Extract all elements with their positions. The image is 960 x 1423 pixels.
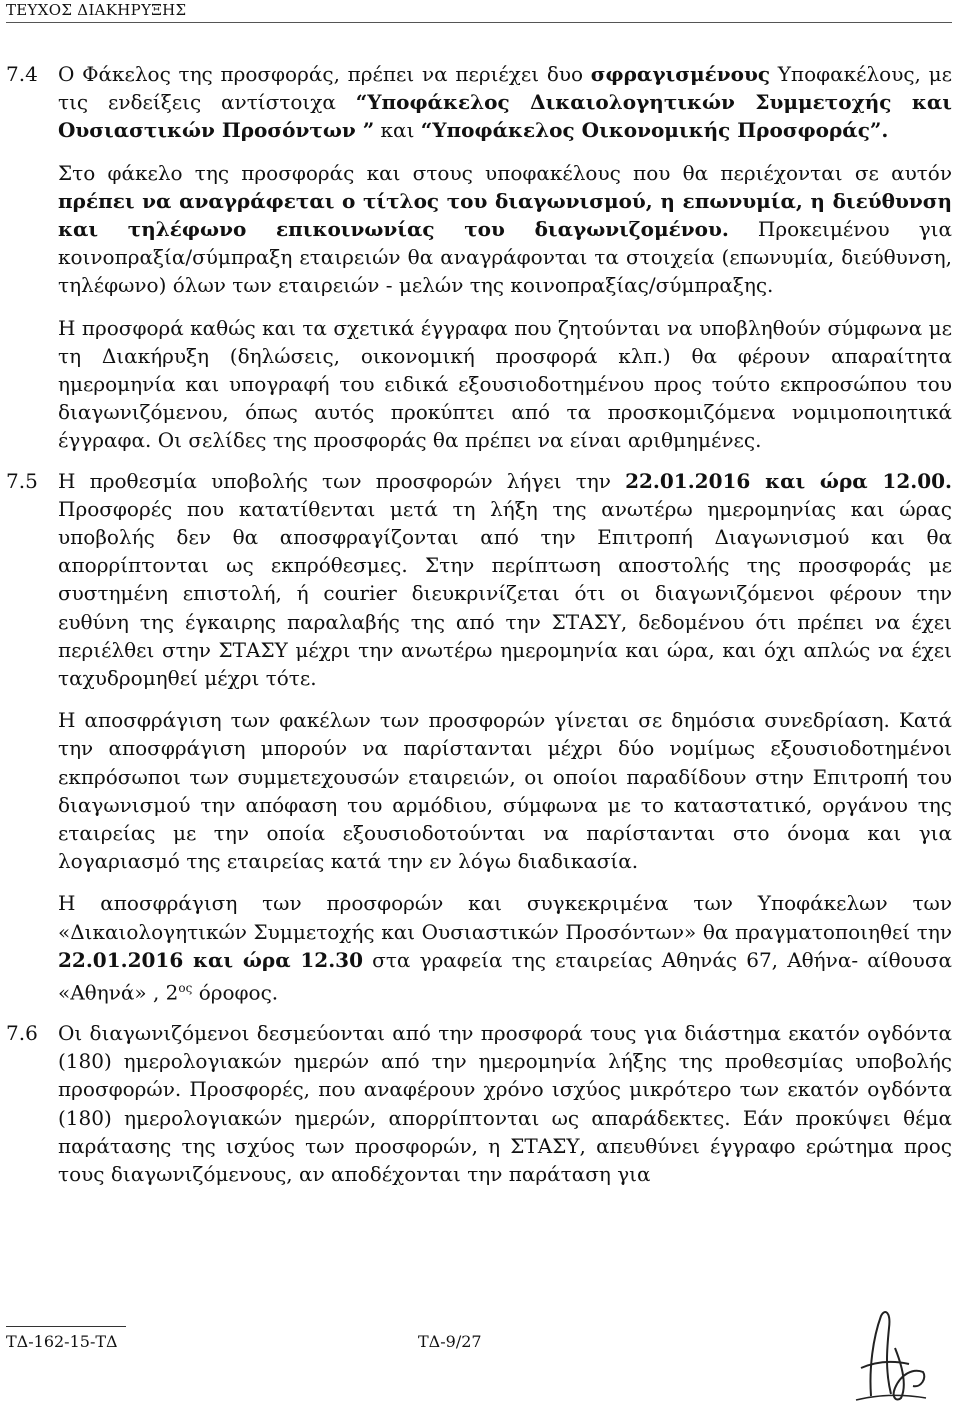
bold-run: πρέπει να αναγράφεται ο τίτλος του διαγωνισμού, η επωνυμία, η διεύθυνση και τηλέφωνο επικοινωνίας του διαγωνιζομένου. — [58, 188, 952, 242]
paragraph — [58, 889, 952, 1006]
paragraph: Η αποσφράγιση των φακέλων των προσφορών γίνεται σε δημόσια συνεδρίαση. Κατά την αποσφράγιση μπορούν να παρίστανται μέχρι δύο νομίμως εξουσιοδοτημένοι εκπρόσωποι των συμμετεχουσών εταιρειών, οι οποίοι παραδίδουν στην Επιτροπή του διαγωνισμού την απόφαση του αρμόδιου, σύμφωνα με το καταστατικό, οργάνου της εταιρείας με την οποία εξουσιοδοτούνται να παρίστανται στο όνομα και για λογαριασμό της εταιρείας κατά την εν λόγω διαδικασία. — [58, 708, 952, 874]
page-header — [6, 0, 952, 23]
section-body — [58, 467, 952, 1007]
footer-rule — [6, 1326, 126, 1327]
section-body — [58, 1019, 952, 1188]
bold-run: 22.01.2016 και ώρα 12.00. — [625, 468, 952, 493]
page-number: ΤΔ-9/27 — [418, 1332, 482, 1351]
text-run: Στο φάκελο της προσφοράς και στους υποφακέλους που θα περιέχονται σε αυτόν — [58, 160, 952, 185]
bold-run: “Υποφάκελος Οικονομικής Προσφοράς”. — [420, 118, 889, 143]
paragraph — [58, 467, 952, 693]
paragraph: Η προσφορά καθώς και τα σχετικά έγγραφα που ζητούνται να υποβληθούν σύμφωνα με τη Διακήρυξη (δηλώσεις, οικονομική προσφορά κλπ.) θα φέρουν απαραίτητα ημερομηνία και υπογραφή του ειδικά εξουσιοδοτημένου προς τούτο εκπροσώπου του διαγωνιζόμενου, όπως αυτός προκύπτει από τα προσκομιζόμενα νομιμοποιητικά έγγραφα. Οι σελίδες της προσφοράς θα πρέπει να είναι αριθμημένες. — [58, 315, 952, 453]
paragraph — [58, 60, 952, 145]
bold-run: σφραγισμένους — [590, 62, 771, 86]
text-run: και — [374, 118, 421, 143]
document-reference: ΤΔ-162-15-ΤΔ — [6, 1332, 118, 1351]
section-body — [58, 60, 952, 455]
section-number: 7.5 — [6, 468, 38, 493]
text-run: όροφος. — [192, 980, 279, 1005]
text-run: Η αποσφράγιση των προσφορών και συγκεκριμένα των Υποφάκελων των «Δικαιολογητικών Συμμετοχής και Ουσιαστικών Προσόντων» θα πραγματοποιηθεί την — [58, 891, 952, 944]
page-footer — [6, 1326, 952, 1416]
section-7-4 — [6, 60, 952, 455]
text-run: Προσφορές που κατατίθενται μετά τη λήξη της ανωτέρω ημερομηνίας και ώρας υποβολής δεν θα αποσφραγίζονται από την Επιτροπή Διαγωνισμού και θα απορρίπτονται ως εκπρόθεσμες. Στην περίπτωση αποστολής της προσφοράς με συστημένη επιστολή, ή courier διευκρινίζεται ότι οι διαγωνιζόμενοι φέρουν την ευθύνη της έγκαιρης παραλαβής της από την ΣΤΑΣΥ, δεδομένου ότι πρέπει να έχει περιέλθει στην ΣΤΑΣΥ μέχρι την ανωτέρω ημερομηνία και ώρα, και όχι απλώς να έχει ταχυδρομηθεί μέχρι τότε. — [58, 496, 952, 691]
paragraph: Οι διαγωνιζόμενοι δεσμεύονται από την προσφορά τους για διάστημα εκατόν ογδόντα (180) ημερολογιακών ημερών από την ημερομηνία λήξης της προθεσμίας υποβολής προσφορών. Προσφορές, που αναφέρουν χρόνο ισχύος μικρότερο των εκατόν ογδόντα (180) ημερολογιακών ημερών, απορρίπτονται ως απαράδεκτες. Εάν προκύψει θέμα παράτασης της ισχύος των προσφορών, η ΣΤΑΣΥ, απευθύνει έγγραφο ερώτημα προς τους διαγωνιζόμενους, αν αποδέχονται την παράταση για — [58, 1020, 952, 1186]
section-7-5 — [6, 467, 952, 1007]
bold-run: 22.01.2016 και ώρα 12.30 — [58, 947, 364, 972]
text-run: στα γραφεία της εταιρείας Αθηνάς 67, Αθήνα- αίθουσα «Αθηνά» , 2 — [58, 947, 953, 1005]
text-run: Υποφακέλους, με τις ενδείξεις αντίστοιχα — [58, 62, 952, 115]
signature-image — [851, 1308, 929, 1406]
superscript: ος — [178, 981, 193, 996]
paragraph — [58, 159, 952, 300]
bold-run: “Υποφάκελος Δικαιολογητικών Συμμετοχής και Ουσιαστικών Προσόντων ” — [58, 90, 952, 143]
text-run: Προκειμένου για κοινοπραξία/σύμπραξη εταιρειών θα αναγράφονται τα στοιχεία (επωνυμία, διεύθυνση, τηλέφωνο) όλων των εταιρειών - μελών της κοινοπραξίας/σύμπραξης. — [58, 217, 952, 298]
text-run: Η προθεσμία υποβολής των προσφορών λήγει την — [58, 468, 626, 493]
document-body — [6, 60, 952, 1188]
section-number: 7.6 — [6, 1020, 38, 1045]
section-7-6 — [6, 1019, 952, 1188]
text-run: Ο Φάκελος της προσφοράς, πρέπει να περιέχει δυο — [58, 62, 591, 86]
document-title: ΤΕΥΧΟΣ ΔΙΑΚΗΡΥΞΗΣ — [6, 1, 187, 19]
section-number: 7.4 — [6, 62, 38, 86]
